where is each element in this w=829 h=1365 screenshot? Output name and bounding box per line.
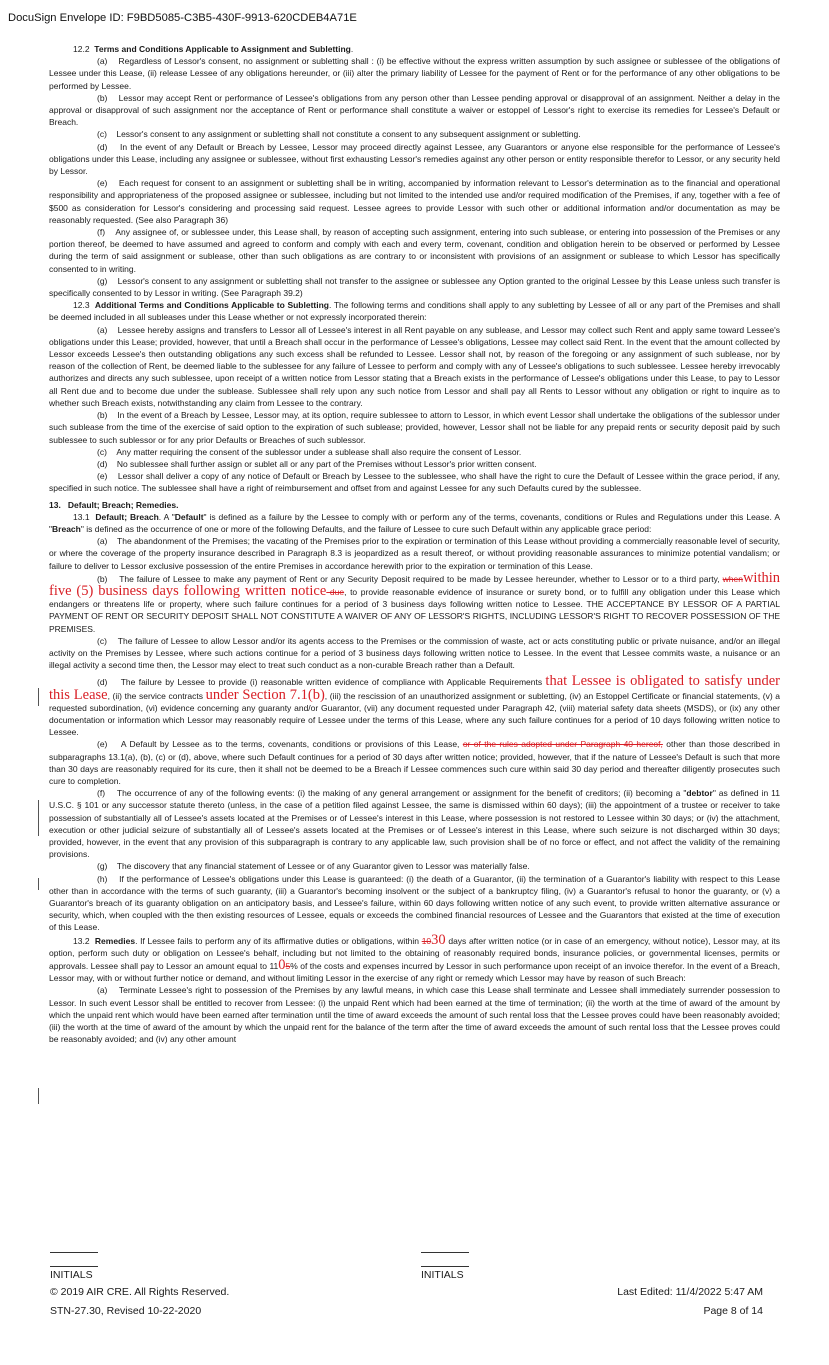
paragraph-12-2-g: (g) Lessor's consent to any assignment or subletting shall not transfer to the assignee or sublessee any Option granted to the original Lessee by this Lease unless such transfer is specifically consented to by Lessor in writing. (See Paragraph 39.2) [49, 275, 780, 299]
deleted-text: when [722, 573, 743, 584]
deleted-text: due [326, 586, 345, 597]
paragraph-12-3-c: (c) Any matter requiring the consent of the sublessor under a sublease shall also require the consent of Lessor. [97, 446, 522, 457]
paragraph-13-1-g: (g) The discovery that any financial statement of Lessee or of any Guarantor given to Lessor was materially false. [97, 861, 530, 872]
section-12-2-title: Terms and Conditions Applicable to Assignment and Subletting [94, 44, 351, 54]
initials-label-left: INITIALS [50, 1269, 93, 1281]
section-12-3-title: Additional Terms and Conditions Applicable to Subletting [94, 300, 329, 311]
inserted-text: 30 [431, 931, 446, 948]
initials-line-left [50, 1266, 98, 1267]
section-13-1-title: Default; Breach [95, 511, 159, 522]
inserted-text: under Section 7.1(b) [205, 686, 325, 703]
section-12-2-heading: 12.2 Terms and Conditions Applicable to Assignment and Subletting. [73, 44, 354, 54]
inserted-text: that Lessee is obligated to satisfy under this Lease [49, 673, 780, 703]
paragraph-13-1-a: (a) The abandonment of the Premises; the vacating of the Premises prior to the expiration or termination of this Lease without providing a commercially reasonable level of security, or where the coverage of the property insurance described in Paragraph 8.3 is jeopardized as a result thereof, or without providing reasonable assurances to minimize potential vandalism; or failure to deliver to Lessor exclusive possession of the entire Premises in accordance herewith prior to the expiration or termination of this Lease. [49, 536, 780, 571]
paragraph-12-3-d: (d) No sublessee shall further assign or sublet all or any part of the Premises without Lessor's prior written consent. [97, 458, 537, 469]
paragraph-12-3-a: (a) Lessee hereby assigns and transfers to Lessor all of Lessee's interest in all Rent payable on any sublease, and Lessor may collect such Rent and apply same toward Lessee's obligations under this Lease; provided, however, that until a Breach shall occur in the performance of Lessee's obligations, Lessee may collect said Rent. In the event that the amount collected by Lessor exceeds Lessee's then outstanding obligations any such excess shall be refunded to Lessee. Lessor shall not, by reason of the foregoing or any assignment of such sublease, nor by reason of the collection of Rent, be deemed liable to the sublessee for any failure of Lessee to perform and comply with any of Lessee's obligations to such sublessee. Lessee hereby irrevocably authorizes and directs any such sublessee, upon receipt of a written notice from Lessor stating that a Breach exists in the performance of Lessee's obligations under this Lease, to pay to Lessor all Rent due and to become due under the sublease. Sublessee shall rely upon any such notice from Lessor and shall pay all Rents to Lessor without any obligation or right to inquire as to whether such Breach exists, notwithstanding any claim from Lessee to the contrary. [49, 324, 780, 408]
deleted-text: or of the rules adopted under Paragraph 40 hereof, [462, 739, 663, 750]
last-edited: Last Edited: 11/4/2022 5:47 AM [617, 1286, 763, 1298]
page-number: Page 8 of 14 [703, 1305, 763, 1317]
initials-label-right: INITIALS [421, 1269, 464, 1281]
paragraph-13-1-h: (h) If the performance of Lessee's obligations under this Lease is guaranteed: (i) the death of a Guarantor, (ii) the termination of a Guarantor's liability with respect to this Lease other than in accordance with the terms of such guaranty, (iii) a Guarantor's becoming insolvent or the subject of a bankruptcy filing, (iv) a Guarantor's refusal to honor the guaranty, or (v) a Guarantor's breach of its guaranty obligation on an anticipatory basis, and Lessee's failure, within 60 days following written notice of any such event, to provide written alternative assurance or security, which, when coupled with the then existing resources of Lessee, equals or exceeds the combined financial resources of Lessee and the Guarantors that existed at the time of execution of this Lease. [49, 873, 780, 933]
section-13-2-title: Remedies [94, 935, 136, 946]
paragraph-12-2-e: (e) Each request for consent to an assignment or subletting shall be in writing, accompanied by information relevant to Lessor's determination as to the financial and operational responsibility and appropriateness of the proposed assignee or sublessee, including but not limited to the intended use and/or required modification of the Premises, if any, together with a fee of $500 as consideration for Lessor's considering and processing said request. Lessee agrees to provide Lessor with such other or additional information and/or documentation as may be reasonably requested. (See also Paragraph 36) [49, 178, 780, 225]
paragraph-12-2-f: (f) Any assignee of, or sublessee under, this Lease shall, by reason of accepting such assignment, entering into such sublease, or entering into possession of the Premises or any portion thereof, be deemed to have assumed and agreed to conform and comply with each and every term, covenant, condition and obligation herein to be observed or performed by Lessee during the term of said assignment or sublease, other than such obligations as are contrary to or inconsistent with provisions of an assignment or sublease to which Lessor has specifically consented to in writing. [49, 227, 780, 274]
section-13-1-heading: 13.1 Default; Breach. A "Default" is defined as a failure by the Lessee to comply with or perform any of the terms, covenants, conditions or Rules and Regulations under this Lease. A "Breach" is defined as the occurrence of one or more of the following Defaults, and the failure of Lessee to cure such Default within any applicable grace period: [49, 511, 780, 534]
paragraph-13-1-e: (e) A Default by Lessee as to the terms, covenants, conditions or provisions of this Lease, or of the rules adopted under Paragraph 40 hereof, other than those described in subparagraphs 13.1(a), (b), (c) or (d), above, where such Default continues for a period of 30 days after written notice; provided, however, that if the nature of Lessee's Default is such that more than 30 days are reasonably required for its cure, then it shall not be deemed to be a Breach if Lessee commences such cure within said 30 day period and thereafter diligently prosecutes such cure to completion. [49, 739, 780, 786]
paragraph-12-2-c: (c) Lessor's consent to any assignment or subletting shall not constitute a consent to any subsequent assignment or subletting. [97, 129, 581, 140]
initials-line-right [421, 1266, 469, 1267]
lease-page-body [49, 43, 780, 1045]
initials-line-left [50, 1252, 98, 1253]
inserted-text: 0 [278, 957, 286, 974]
paragraph-12-3-e: (e) Lessor shall deliver a copy of any notice of Default or Breach by Lessee to the sublessee, who shall have the right to cure the Default of Lessee within the grace period, if any, specified in such notice. The sublessee shall have a right of reimbursement and offset from and against Lessee for any such Defaults cured by the sublessee. [49, 471, 780, 494]
deleted-text: 10 [421, 935, 432, 946]
change-bar [38, 1088, 39, 1104]
paragraph-13-1-f: (f) The occurrence of any of the following events: (i) the making of any general arrangement or assignment for the benefit of creditors; (ii) becoming a "debtor" as defined in 11 U.S.C. § 101 or any successor statute thereto (unless, in the case of a petition filed against Lessee, the same is dismissed within 60 days); (iii) the appointment of a trustee or receiver to take possession of substantially all of Lessee's assets located at the Premises or of Lessee's interest in this Lease, where possession is not restored to Lessee within 30 days; or (iv) the attachment, execution or other judicial seizure of substantially all of Lessee's assets located at the Premises or of Lessee's interest in this Lease, where such seizure is not discharged within 30 days; provided, however, in the event that any provision of this subparagraph is contrary to any applicable law, such provision shall be of no force or effect, and not affect the validity of the remaining provisions. [49, 788, 780, 860]
paragraph-13-2-a: (a) Terminate Lessee's right to possession of the Premises by any lawful means, in which case this Lease shall terminate and Lessee shall immediately surrender possession to Lessor. In such event Lessor shall be entitled to recover from Lessee: (i) the unpaid Rent which had been earned at the time of termination; (ii) the worth at the time of award of the amount by which the unpaid rent which would have been earned after termination until the time of award exceeds the amount of such rental loss that the Lessee proves could have been reasonably avoided; (iii) the worth at the time of award of the amount by which the unpaid rent for the balance of the term after the time of award exceeds the amount of such rental loss that the Lessee proves could be reasonably avoided; and (iv) any other amount [49, 985, 780, 1045]
section-12-3-heading: 12.3 Additional Terms and Conditions Applicable to Subletting. The following terms and conditions shall apply to any subletting by Lessee of all or any part of the Premises and shall be deemed included in all subleases under this Lease whether or not expressly incorporated therein: [49, 300, 780, 323]
section-13-2-paragraph: 13.2 Remedies. If Lessee fails to perform any of its affirmative duties or obligations, within 1030 days after written notice (or in case of an emergency, without notice), Lessor may, at its option, perform such duty or obligation on Lessee's behalf, including but not limited to the obtaining of reasonably required bonds, insurance policies, or governmental licenses, permits or approvals. Lessee shall pay to Lessor an amount equal to 1105% of the costs and expenses incurred by Lessor in such performance upon receipt of an invoice therefor. In the event of a Breach, Lessor may, with or without further notice or demand, and without limiting Lessor in the exercise of any right or remedy which Lessor may have by reason of such Breach: [49, 931, 780, 984]
inserted-text: within five (5) business days following written notice [49, 569, 780, 599]
change-bar [38, 878, 39, 890]
section-13-heading: 13. Default; Breach; Remedies. [49, 499, 179, 510]
deleted-text: 5 [285, 961, 291, 972]
paragraph-12-2-a: (a) Regardless of Lessor's consent, no assignment or subletting shall : (i) be effective without the express written assumption by such assignee or sublessee of the obligations of Lessee under this Lease, (ii) release Lessee of any obligations hereunder, or (iii) alter the primary liability of Lessee for the payment of Rent or for the performance of any other obligations to be performed by Lessee. [49, 56, 780, 91]
envelope-id: DocuSign Envelope ID: F9BD5085-C3B5-430F-9913-620CDEB4A71E [8, 12, 357, 24]
paragraph-13-1-b: (b) The failure of Lessee to make any payment of Rent or any Security Deposit required to be made by Lessee hereunder, whether to Lessor or to a third party, whenwithin five (5) business days following written notice due, to provide reasonable evidence of insurance or surety bond, or to fulfill any obligation under this Lease which endangers or threatens life or property, where such failure continues for a period of 3 business days following written notice to Lessee. THE ACCEPTANCE BY LESSOR OF A PARTIAL PAYMENT OF RENT OR SECURITY DEPOSIT SHALL NOT CONSTITUTE A WAIVER OF ANY OF LESSOR'S RIGHTS, INCLUDING LESSOR'S RIGHT TO RECOVER POSSESSION OF THE PREMISES. [49, 569, 780, 634]
change-bar [38, 688, 39, 706]
paragraph-12-2-d: (d) In the event of any Default or Breach by Lessee, Lessor may proceed directly against Lessee, any Guarantors or anyone else responsible for the performance of Lessee's obligations under this Lease, including any assignee or sublessee, without first exhausting Lessor's remedies against any other person or entity responsible therefor to Lessor, or any security held by Lessor. [49, 141, 780, 177]
paragraph-13-1-d: (d) The failure by Lessee to provide (i) reasonable written evidence of compliance with Applicable Requirements that Lessee is obligated to satisfy under this Lease, (ii) the service contracts under Section 7.1(b), (iii) the rescission of an unauthorized assignment or subletting, (iv) an Estoppel Certificate or financial statements, (v) a requested subordination, (vi) evidence concerning any guaranty and/or Guarantor, (vii) any document requested under Paragraph 42, (viii) material safety data sheets (MSDS), or (ix) any other documentation or information which Lessor may reasonably require of Lessee under the terms of this Lease, where any such failure continues for a period of 10 days following written notice to Lessee. [49, 673, 780, 738]
copyright: © 2019 AIR CRE. All Rights Reserved. [50, 1286, 230, 1298]
paragraph-13-1-c: (c) The failure of Lessee to allow Lessor and/or its agents access to the Premises or the commission of waste, act or acts constituting public or private nuisance, and/or an illegal activity on the Premises by Lessee, where such actions continue for a period of 3 business days following written notice to Lessee. In the event that Lessee commits waste, a nuisance or an illegal activity a second time then, the Lessor may elect to treat such conduct as a non-curable Breach rather than a Default. [49, 635, 780, 671]
paragraph-12-3-b: (b) In the event of a Breach by Lessee, Lessor may, at its option, require sublessee to attorn to Lessor, in which event Lessor shall undertake the obligations of the sublessor under such sublease from the time of the exercise of said option to the expiration of such sublease; provided, however, Lessor shall not be liable for any prepaid rents or security deposit paid by such sublessee to such sublessor or for any prior Defaults or Breaches of such sublessor. [49, 410, 780, 445]
paragraph-12-2-b: (b) Lessor may accept Rent or performance of Lessee's obligations from any person other than Lessee pending approval or disapproval of an assignment. Neither a delay in the approval or disapproval of such assignment nor the acceptance of Rent or performance shall constitute a waiver or estoppel of Lessor's right to exercise its remedies for Lessee's Default or Breach. [49, 92, 780, 128]
initials-line-right [421, 1252, 469, 1253]
form-id: STN-27.30, Revised 10-22-2020 [50, 1305, 202, 1317]
change-bar [38, 800, 39, 836]
